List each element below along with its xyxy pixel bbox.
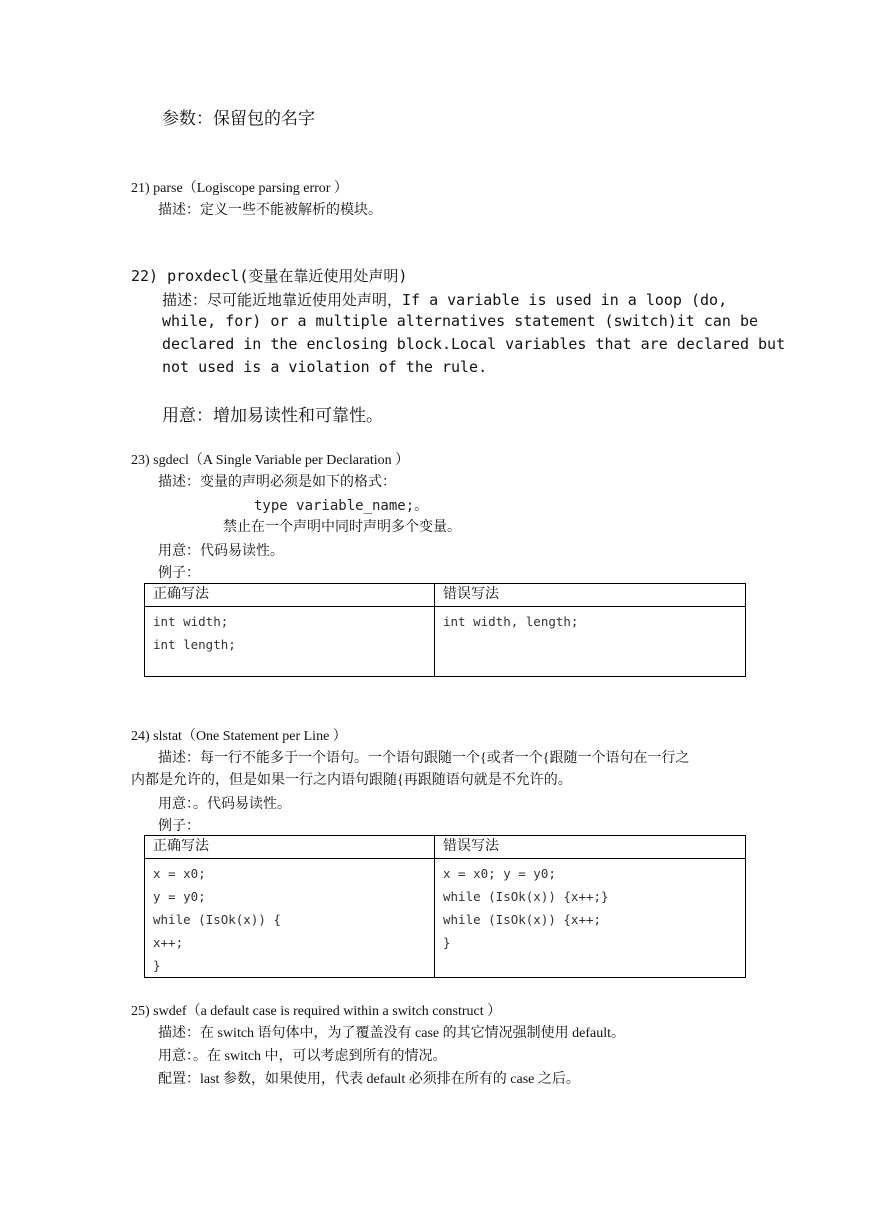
section-25-config: 配置：last 参数，如果使用，代表 default 必须排在所有的 case 之后。 — [158, 1072, 580, 1087]
section-23-note: 禁止在一个声明中同时声明多个变量。 — [223, 520, 461, 535]
code-line: y = y0; — [153, 889, 206, 904]
section-23-description: 描述：变量的声明必须是如下的格式： — [158, 475, 396, 490]
section-25-description: 描述：在 switch 语句体中，为了覆盖没有 case 的其它情况强制使用 default。 — [158, 1026, 626, 1041]
section-22-desc-line-1: 描述：尽可能近地靠近使用处声明，If a variable is used in a loop (do, — [162, 291, 728, 309]
code-line: x = x0; — [153, 866, 206, 881]
table-cell-wrong — [435, 607, 746, 677]
section-24-purpose: 用意：。代码易读性。 — [158, 797, 291, 812]
section-22-desc-line-3: declared in the enclosing block.Local variables that are declared but — [162, 335, 786, 353]
table-header-correct: 正确写法 — [145, 584, 435, 607]
param-text: 参数：保留包的名字 — [162, 109, 315, 128]
code-line: int width; — [153, 614, 229, 629]
table-header-wrong: 错误写法 — [435, 584, 746, 607]
section-22-desc-line-4: not used is a violation of the rule. — [162, 358, 488, 376]
code-line: while (IsOk(x)) {x++; — [443, 912, 602, 927]
section-24-desc-line-2: 内都是允许的，但是如果一行之内语句跟随{再跟随语句就是不允许的。 — [131, 773, 572, 788]
section-24-example-table — [144, 835, 746, 978]
table-cell-correct — [145, 859, 435, 978]
section-23-example-label: 例子： — [158, 566, 200, 581]
section-25-heading: 25) swdef（a default case is required within a switch construct ） — [131, 1004, 502, 1019]
code-line: x++; — [153, 935, 184, 950]
section-24-example-label: 例子： — [158, 819, 200, 834]
section-22-purpose: 用意：增加易读性和可靠性。 — [162, 406, 383, 425]
code-line: } — [153, 958, 161, 973]
section-23-example-table — [144, 583, 746, 677]
section-23-purpose: 用意：代码易读性。 — [158, 544, 284, 559]
section-21-heading: 21) parse（Logiscope parsing error ） — [131, 181, 348, 196]
code-line: while (IsOk(x)) { — [153, 912, 281, 927]
table-header-wrong: 错误写法 — [435, 836, 746, 859]
table-cell-wrong — [435, 859, 746, 978]
code-line: while (IsOk(x)) {x++;} — [443, 889, 609, 904]
section-22-desc-line-2: while, for) or a multiple alternatives statement (switch)it can be — [162, 312, 759, 330]
section-24-desc-line-1: 描述：每一行不能多于一个语句。一个语句跟随一个{或者一个{跟随一个语句在一行之 — [158, 751, 690, 766]
section-22-heading: 22) proxdecl(变量在靠近使用处声明) — [131, 267, 408, 285]
section-21-description: 描述：定义一些不能被解析的模块。 — [158, 203, 382, 218]
table-cell-correct — [145, 607, 435, 677]
table-header-correct: 正确写法 — [145, 836, 435, 859]
code-line: x = x0; y = y0; — [443, 866, 556, 881]
section-23-code-format: type variable_name;。 — [254, 498, 429, 514]
code-line: int width, length; — [443, 614, 579, 629]
code-line: int length; — [153, 637, 236, 652]
section-24-heading: 24) slstat（One Statement per Line ） — [131, 729, 347, 744]
section-23-heading: 23) sgdecl（A Single Variable per Declaration ） — [131, 453, 410, 468]
code-line: } — [443, 935, 451, 950]
section-25-purpose: 用意：。在 switch 中，可以考虑到所有的情况。 — [158, 1049, 447, 1064]
